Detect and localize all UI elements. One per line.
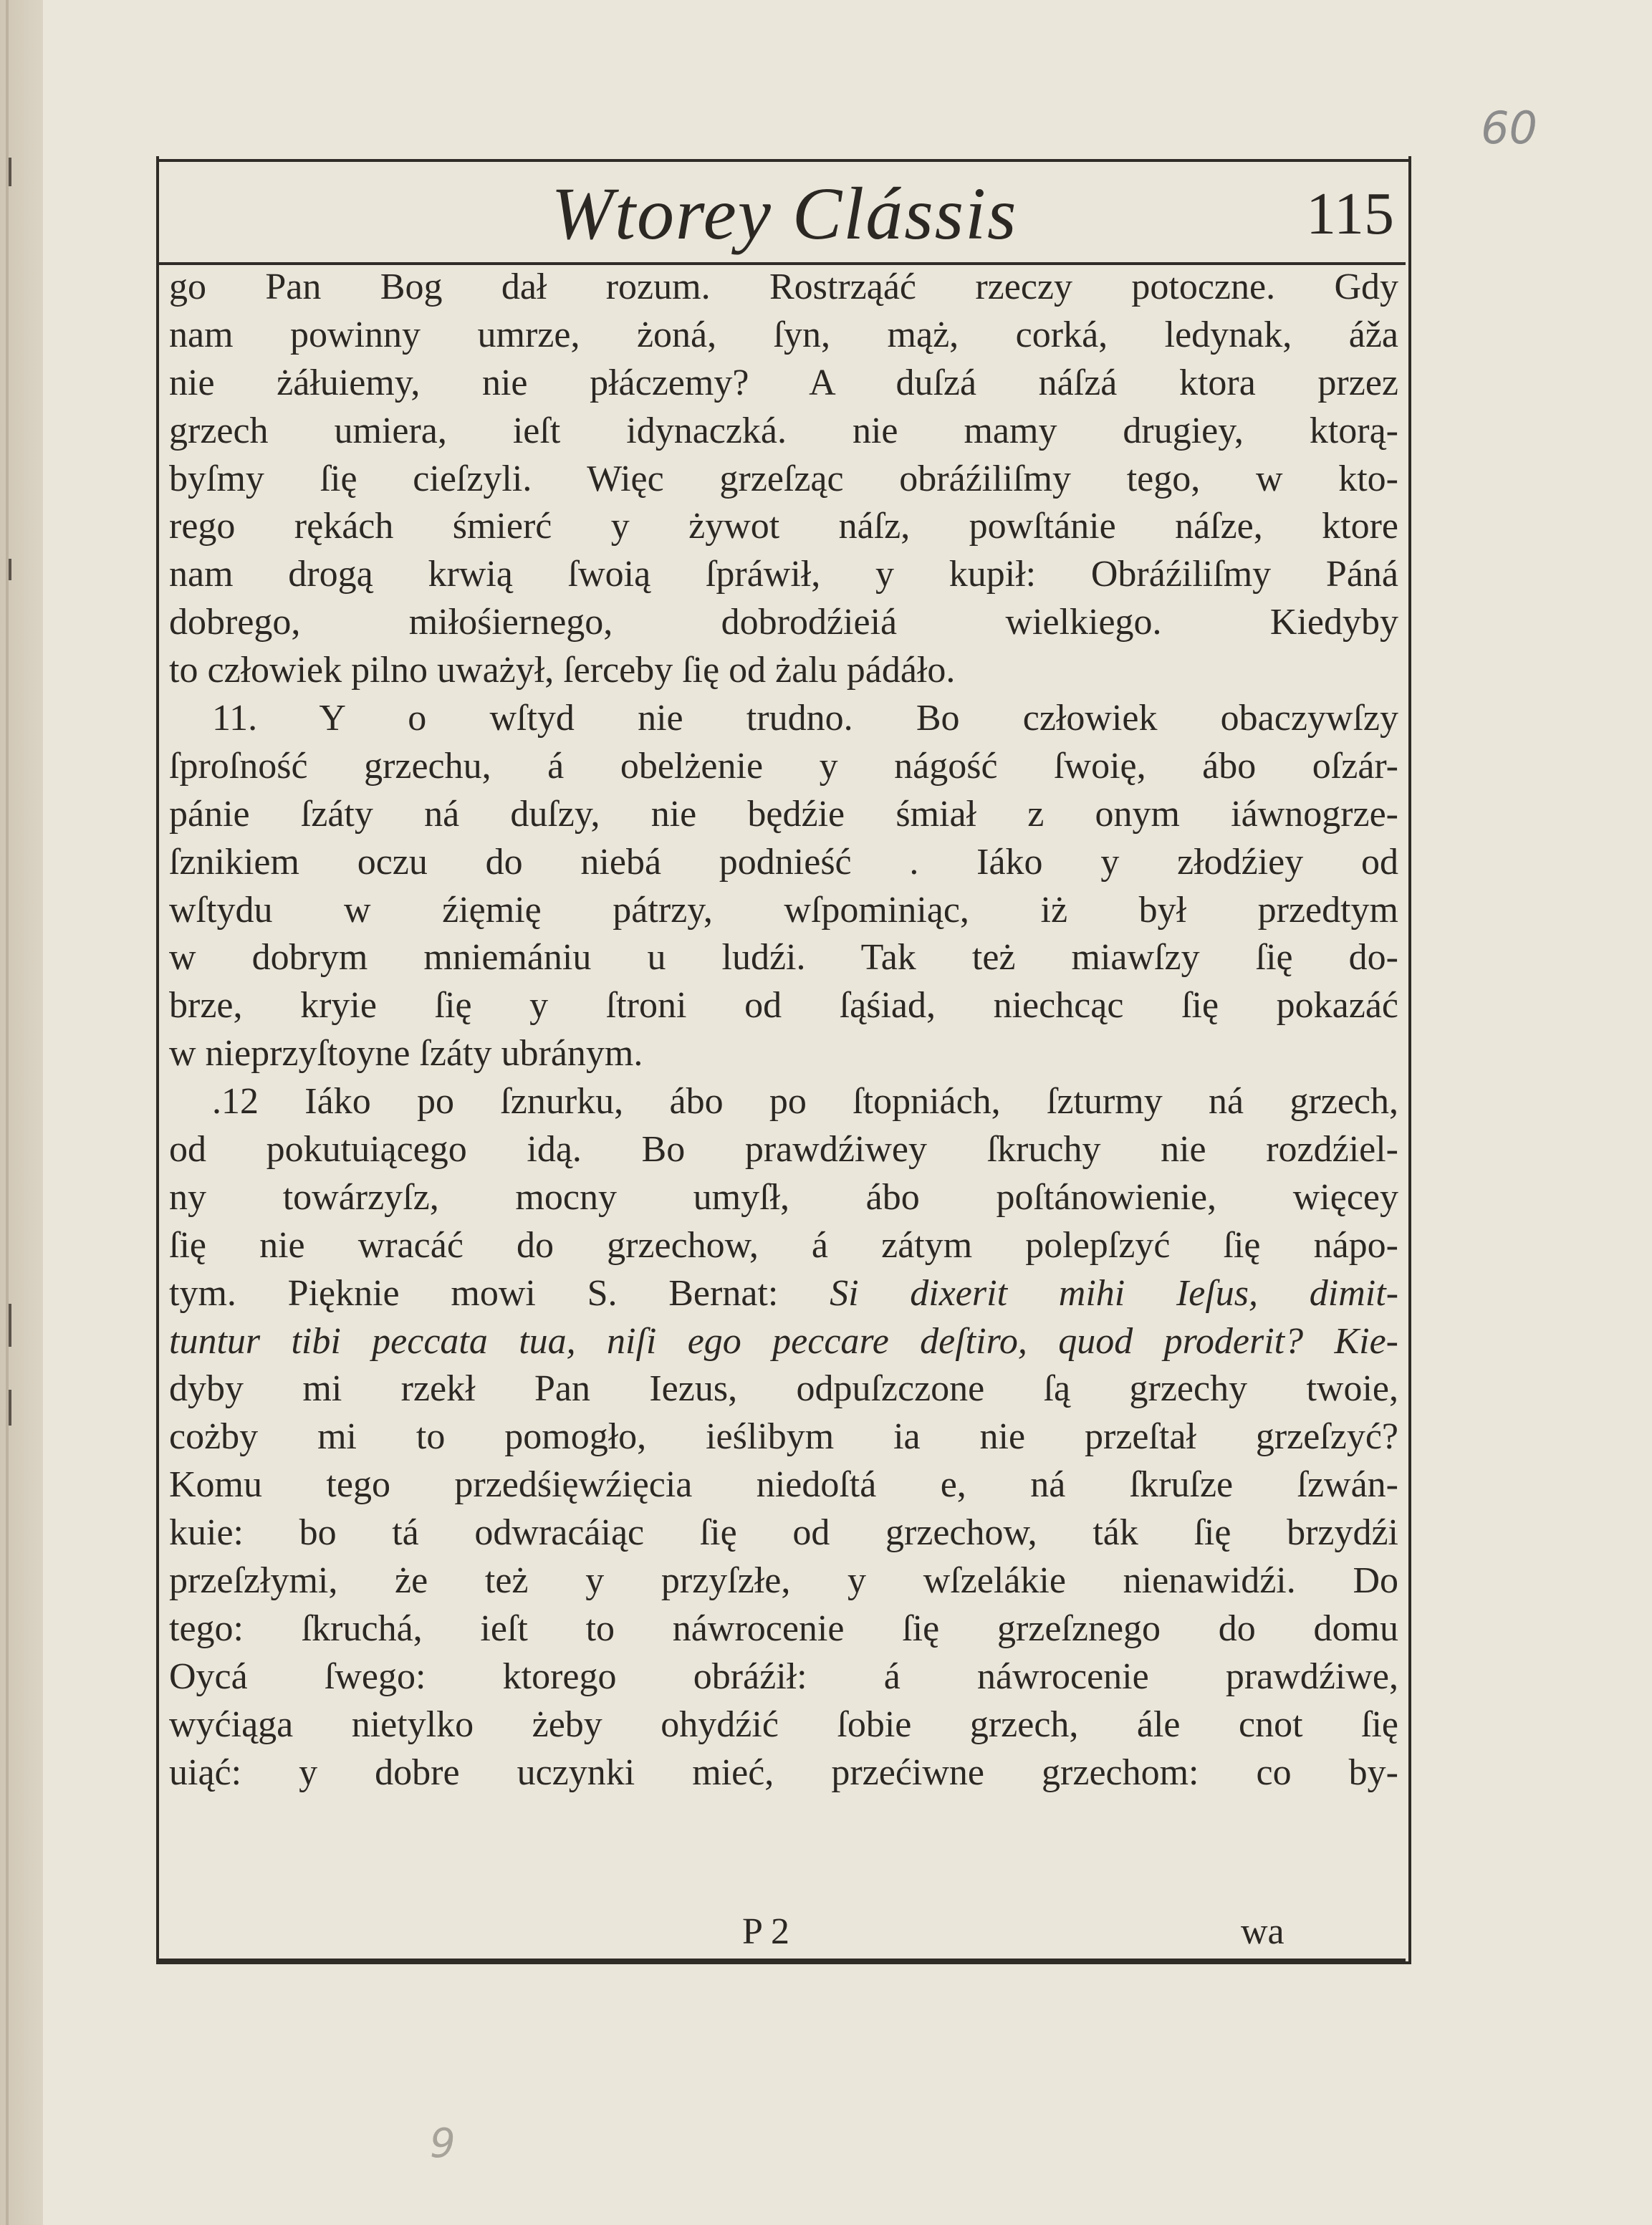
facing-page-mark [9,1390,11,1426]
text-line-with-quote [169,1270,1398,1318]
pencil-mark: 9 [430,2120,456,2167]
text-line: dobrego, miłośiernego, dobrodźieiá wielkiego. Kiedyby [169,602,1398,643]
text-line: Oycá ſwego: ktorego obráźił: á náwrocenie prawdźiwe, [169,1655,1398,1697]
facing-page-fragments [9,129,30,1848]
text-line: pánie ſzáty ná duſzy, nie będźie śmiał z onym iáwnogrze- [169,793,1398,835]
catchword: wa [1241,1911,1284,1952]
text-line: brze, kryie ſię y ſtroni od ſąśiad, niechcąc ſię pokazáć [169,985,1398,1027]
text-line: nie żáłuiemy, nie płáczemy? A duſzá náſzá ktora przez [169,362,1398,403]
pencil-folio-number: 60 [1481,102,1537,154]
text-line: go Pan Bog dał rozum. Rostrząáć rzeczy potoczne. Gdy [169,266,1398,307]
text-line: w dobrym mniemániu u ludźi. Tak też miawſzy ſię do- [169,937,1398,979]
facing-page-mark [9,158,11,186]
text-line: kuie: bo tá odwracáiąc ſię od grzechow, ták ſię brzydźi [169,1512,1398,1554]
text-line: wſtydu w źięmię pátrzy, wſpominiąc, iż był przedtym [169,889,1398,931]
running-header [165,169,1404,259]
text-line: ſznikiem oczu do niebá podnieść . Iáko y złodźiey od [169,841,1398,883]
text-segment: tym. Pięknie mowi S. Bernat: [169,1272,779,1314]
text-line: rego rękách śmierć y żywot náſz, powſtánie náſze, ktore [169,506,1398,547]
latin-quote-line: tuntur tibi peccata tua, niſi ego peccare deſtiro, quod proderit? Kie- [169,1320,1398,1362]
text-line: dyby mi rzekł Pan Iezus, odpuſzczone ſą grzechy twoie, [169,1368,1398,1410]
text-line: to człowiek pilno uważył, ſerceby ſię od żalu pádáło. [169,650,956,691]
page-number: 115 [1306,181,1394,247]
text-line: byſmy ſię cieſzyli. Więc grzeſząc obráźiliſmy tego, w kto- [169,458,1398,499]
text-line: grzech umiera, ieſt idynaczká. nie mamy drugiey, ktorą- [169,410,1398,451]
text-line: tego: ſkruchá, ieſt to náwrocenie ſię grzeſznego do domu [169,1608,1398,1649]
text-line: od pokutuiącego idą. Bo prawdźiwey ſkruchy nie rozdźiel- [169,1129,1398,1171]
latin-quote: Si dixerit mihi Ieſus, dimit- [830,1272,1399,1314]
text-line-paragraph-11: 11. Y o wſtyd nie trudno. Bo człowiek obaczywſzy [212,698,1398,739]
body-text [169,264,1398,1797]
text-line: cożby mi to pomogło, ieślibym ia nie przeſtał grzeſzyć? [169,1416,1398,1458]
text-line-paragraph-12: .12 Iáko po ſznurku, ábo po ſtopniách, ſzturmy ná grzech, [212,1081,1398,1123]
facing-page-mark [9,559,11,580]
signature-mark: P 2 [742,1911,789,1952]
text-line: Komu tego przedśięwźięcia niedoſtá e, ná ſkruſze ſzwán- [169,1464,1398,1506]
text-line: nam drogą krwią ſwoią ſpráwił, y kupił: Obráźiliſmy Páná [169,554,1398,595]
text-line: w nieprzyſtoyne ſzáty ubránym. [169,1033,643,1075]
text-line: nam powinny umrze, żoná, ſyn, mąż, corká, ledynak, áža [169,314,1398,355]
text-line: ny towárzyſz, mocny umyſł, ábo poſtánowienie, więcey [169,1176,1398,1218]
text-line: ſproſność grzechu, á obelżenie y nágość ſwoię, ábo oſzár- [169,745,1398,787]
text-line: uiąć: y dobre uczynki mieć, przećiwne grzechom: co by- [169,1751,1398,1793]
text-line: wyćiąga nietylko żeby ohydźić ſobie grzech, ále cnot ſię [169,1703,1398,1745]
bottom-rule [156,1959,1406,1961]
text-line: ſię nie wracáć do grzechow, á zátym polepſzyć ſię nápo- [169,1224,1398,1266]
text-line: przeſzłymi, że też y przyſzłe, y wſzelákie nienawidźi. Do [169,1560,1398,1602]
running-title: Wtorey Clássis [551,173,1018,255]
facing-page-mark [9,1304,11,1347]
